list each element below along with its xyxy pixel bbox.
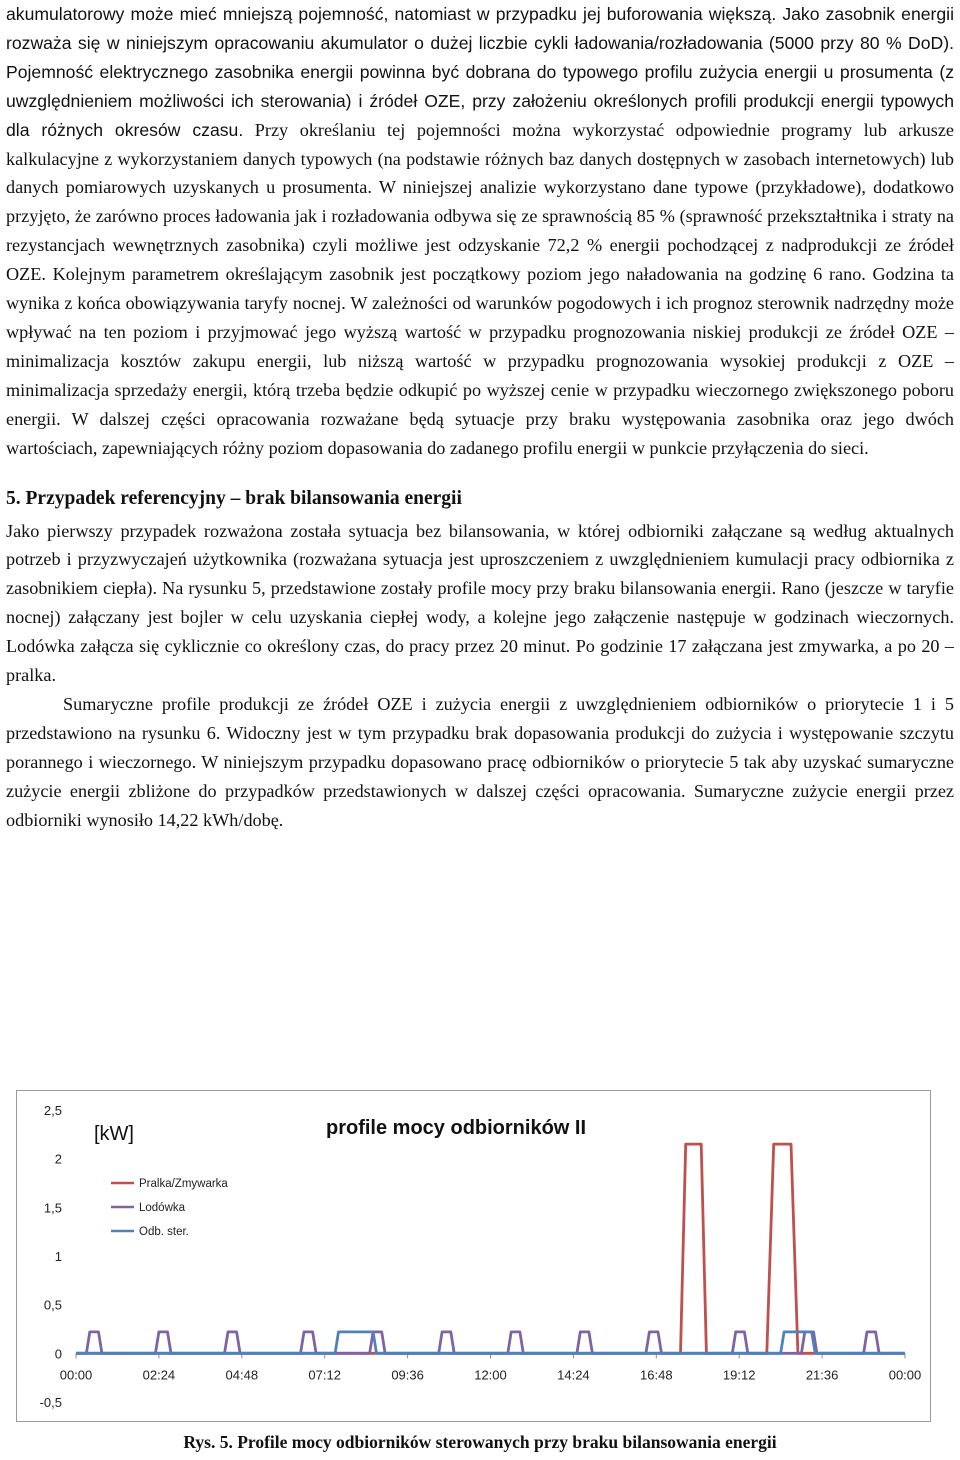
y-tick-label: 0 [54, 1346, 62, 1362]
x-tick-label: 00:00 [59, 1367, 93, 1383]
x-tick-label: 02:24 [142, 1367, 176, 1383]
chart-title: profile mocy odbiorników II [326, 1117, 587, 1139]
y-axis-unit-label: [kW] [94, 1123, 134, 1145]
x-tick-label: 16:48 [640, 1367, 673, 1383]
y-tick-label: 0,5 [43, 1297, 62, 1313]
legend-label: Odb. ster. [139, 1226, 189, 1238]
paragraph-reference-case: Jako pierwszy przypadek rozważona została sytuacja bez bilansowania, w której odbiorniki załączane są według aktualnych potrzeb i przyzwyczajeń użytkownika (rozważana sytuacja jest uproszczeniem z uwzględnieniem kumulacji pracy odbiornika z zasobnikiem ciepła). Na rysunku 5, przedstawione zostały profile mocy przy braku bilansowania energii. Rano (jeszcze w taryfie nocnej) załączany jest bojler w celu uzyskania ciepłej wody, a kolejne jego załączenie następuje w godzinach wieczornych. Lodówka załącza się cyklicznie co określony czas, do pracy przez 20 minut. Po godzinie 17 załączana jest zmywarka, a po 20 – pralka. [6, 520, 954, 686]
document-page [6, 0, 954, 834]
paragraph-sans-run: akumulatorowy może mieć mniejszą pojemność, natomiast w przypadku jej buforowania większą. Jako zasobnik energii rozważa się w niniejszym opracowaniu akumulator o dużej liczbie cykli ładowania/rozładowania (5000 przy 80 % DoD). Pojemność elektrycznego zasobnika energii powinna być dobrana do typowego profilu zużycia energii u prosumenta (z uwzględnieniem możliwości ich sterowania) i źródeł OZE, przy założeniu określonych profili produkcji energii typowych dla różnych okresów czasu. [6, 4, 954, 140]
y-tick-label: -0,5 [39, 1395, 62, 1410]
x-tick-label: 07:12 [308, 1367, 341, 1383]
x-tick-label: 04:48 [225, 1367, 259, 1383]
paragraph-serif-run: Przy określaniu tej pojemności można wykorzystać odpowiednie programy lub arkusze kalkulacyjne z wykorzystaniem danych typowych (na podstawie różnych baz danych dostępnych w zasobach internetowych) lub danych pomiarowych uzyskanych u prosumenta. W niniejszej analizie wykorzystano dane typowe (przykładowe), dodatkowo przyjęto, że zarówno proces ładowania jak i rozładowania odbywa się ze sprawnością 85 % (sprawność przekształtnika i straty na rezystancjach wewnętrznych zasobnika) czyli możliwe jest odzyskanie 72,2 % energii pochodzącej z nadprodukcji ze źródeł OZE. Kolejnym parametrem określającym zasobnik jest początkowy poziom jego naładowania na godzinę 6 rano. Godzina ta wynika z końca obowiązywania taryfy nocnej. W zależności od warunków pogodowych i ich prognoz sterownik nadrzędny może wpływać na ten poziom i przyjmować jego wyższą wartość w przypadku prognozowania niskiej produkcji ze źródeł OZE – minimalizacja kosztów zakupu energii, lub niższą wartość w przypadku prognozowania wysokiej produkcji z OZE – minimalizacja sprzedaży energii, którą trzeba będzie odkupić po wyższej cenie w przypadku wieczornego zwiększonego poboru energii. W dalszej części opracowania rozważane będą sytuacje przy braku występowania zasobnika oraz jego dwóch wartościach, zapewniających różny poziom dopasowania do zadanego profilu energii w punkcie przyłączenia do sieci. [6, 119, 954, 458]
y-tick-label: 2 [54, 1151, 62, 1167]
figure-caption: Rys. 5. Profile mocy odbiorników sterowanych przy braku bilansowania energii [183, 1432, 777, 1452]
y-tick-label: 1,5 [43, 1200, 62, 1216]
series-line-odb-ster- [76, 1332, 905, 1353]
y-tick-label: 1 [54, 1249, 62, 1264]
paragraph-storage-capacity [6, 0, 954, 463]
chart-svg [16, 1090, 931, 1422]
paragraph-summary-profiles: Sumaryczne profile produkcji ze źródeł OZE i zużycia energii z uwzględnieniem odbiorników o priorytecie 1 i 5 przedstawiono na rysunku 6. Widoczny jest w tym przypadku brak dopasowania produkcji do zużycia i występowanie szczytu porannego i wieczornego. W niniejszym przypadku dopasowano pracę odbiorników o priorytecie 5 tak aby uzyskać sumaryczne zużycie energii zbliżone do przypadków przedstawionych w dalszej części opracowania. Sumaryczne zużycie energii przez odbiorniki wynosiło 14,22 kWh/dobę. [6, 693, 954, 830]
section-heading: 5. Przypadek referencyjny – brak bilansowania energii [6, 487, 462, 509]
x-tick-label: 00:00 [888, 1367, 922, 1383]
figure-power-profiles [16, 1090, 931, 1422]
legend-label: Lodówka [139, 1202, 186, 1214]
series-line-pralka-zmywarka [76, 1144, 905, 1353]
x-tick-label: 21:36 [805, 1367, 839, 1383]
x-tick-label: 19:12 [722, 1367, 756, 1383]
x-tick-label: 14:24 [557, 1367, 590, 1383]
x-tick-label: 12:00 [474, 1367, 507, 1383]
x-tick-label: 09:36 [391, 1367, 424, 1383]
legend-label: Pralka/Zmywarka [139, 1178, 228, 1190]
y-tick-label: 2,5 [43, 1103, 62, 1118]
